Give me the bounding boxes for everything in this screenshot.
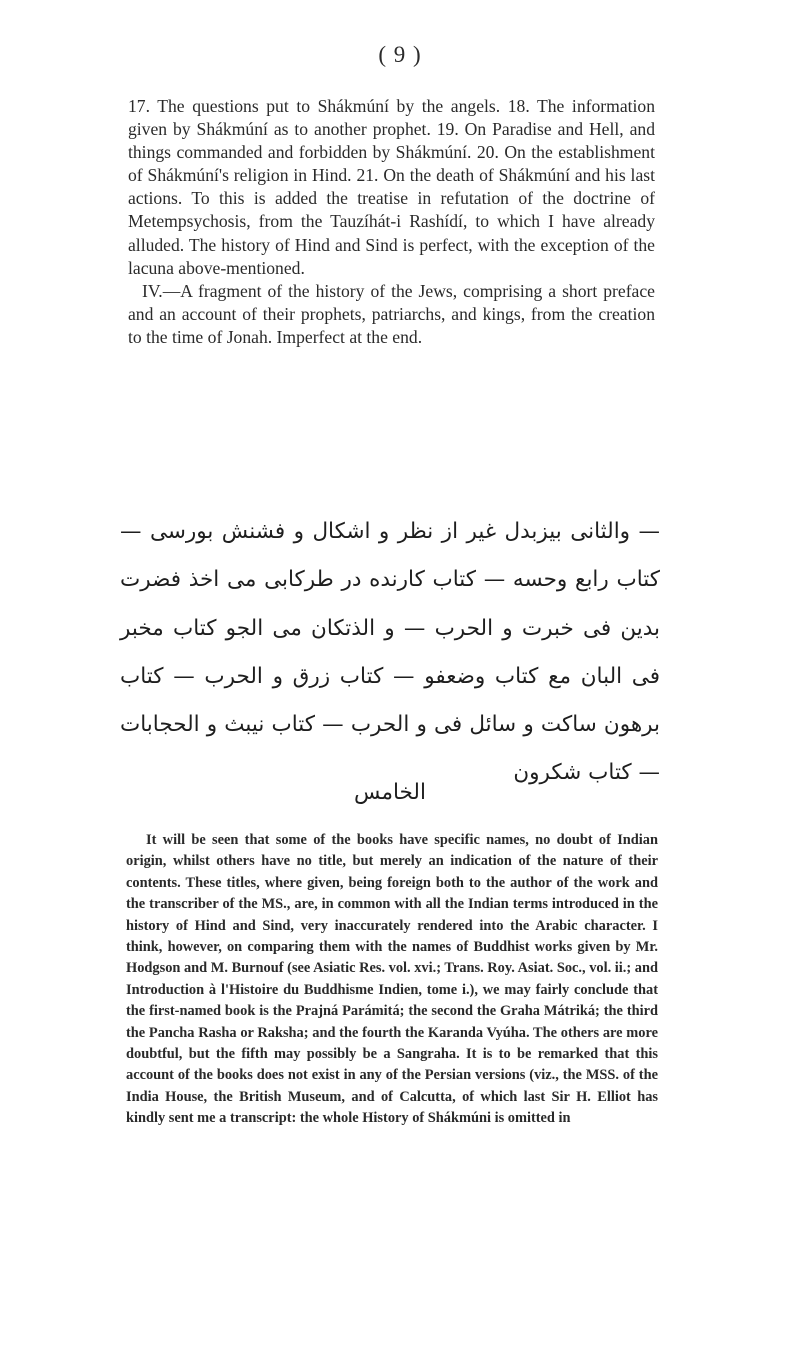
footnote-paragraph: It will be seen that some of the books have specific names, no doubt of Indian origin, whilst others have no title, but merely an indication of the nature of their contents. These titles, where given, being foreign both to the author of the work and the transcriber of the MS., are, in common with all the Indian terms introduced in the history of Hind and Sind, very inaccurately rendered into the Arabic character. I think, however, on comparing them with the names of Buddhist works given by Mr. Hodgson and M. Burnouf (see Asiatic Res. vol. xvi.; Trans. Roy. Asiat. Soc., vol. ii.; and Introduction à l'Histoire du Buddhisme Indien, tome i.), we may fairly conclude that the first-named book is the Prajná Parámitá; the second the Graha Mátriká; the third the Pancha Rasha or Raksha; and the fourth the Karanda Vyúha. The others are more doubtful, but the fifth may possibly be a Sangraha. It is to be remarked that this account of the books does not exist in any of the Persian versions (viz., the MSS. of the India House, the British Museum, and of Calcutta, of which last Sir H. Elliot has kindly sent me a transcript: the whole History of Shákmúni is omitted in (126, 832, 658, 1127)
paragraph-jews-fragment: IV.—A fragment of the history of the Jews, comprising a short preface and an account of their prophets, patriarchs, and kings, from the creation to the time of Jonah. Imperfect at the end. (128, 280, 655, 347)
footnote-text (126, 830, 658, 1130)
main-text (128, 95, 655, 349)
arabic-text-block: — والثانی بیزبدل غیر از نظر و اشکال و فشنش بورسی — کتاب رابع وحسه — کتاب کارنده در طرکابی می اخذ فضرت بدین فی خبرت و الحرب — و الذتکان می الجو کتاب مخبر فی البان مع کتاب وضعفو — کتاب زرق و الحرب — کتاب برهون ساکت و سائل فی و الحرب — کتاب نیبث و الحجابات — کتاب شکرون (120, 519, 660, 786)
arabic-final-word: الخامس (354, 780, 426, 805)
paragraph-shakmuni-list: 17. The questions put to Shákmúní by the angels. 18. The information given by Shákmúní as to another prophet. 19. On Paradise and Hell, and things commanded and forbidden by Shákmúní. 20. On the establishment of Shákmúní's religion in Hind. 21. On the death of Shákmúní and his last actions. To this is added the treatise in refutation of the doctrine of Metempsychosis, from the Tauzíhát-i Rashídí, to which I have already alluded. The history of Hind and Sind is perfect, with the exception of the lacuna above-mentioned. (128, 96, 655, 278)
page-number: ( 9 ) (378, 42, 422, 67)
